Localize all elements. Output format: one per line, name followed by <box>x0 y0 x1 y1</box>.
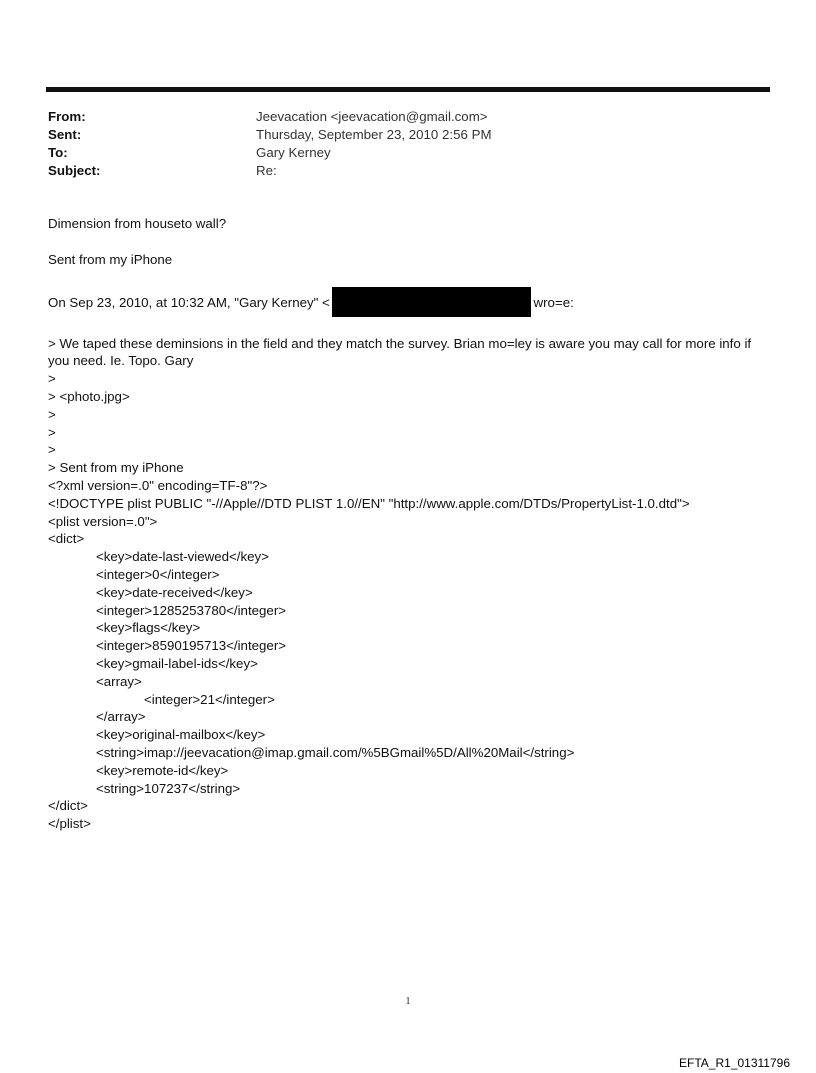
attribution-text: On Sep 23, 2010, at 10:32 AM, "Gary Kerney" < <box>48 294 330 310</box>
xml-line: <plist version=.0"> <box>48 513 158 529</box>
subject-label: Subject: <box>48 163 101 178</box>
xml-line: </plist> <box>48 816 91 832</box>
xml-line: <key>date-last-viewed</key> <box>96 549 269 565</box>
xml-line: <string>imap://jeevacation@imap.gmail.com/%5BGmail%5D/All%20Mail</string> <box>96 744 575 760</box>
xml-line: <key>remote-id</key> <box>96 762 229 778</box>
xml-line: <dict> <box>48 531 85 547</box>
xml-line: <key>flags</key> <box>96 620 201 636</box>
sent-row <box>48 126 492 144</box>
to-value: Gary Kerney <box>256 145 331 160</box>
document-id: EFTA_R1_01311796 <box>679 1056 790 1070</box>
from-row <box>48 108 492 126</box>
quoted-line: > <box>48 371 56 387</box>
quoted-line: > <box>48 406 56 422</box>
xml-line: <integer>8590195713</integer> <box>96 638 287 654</box>
header-rule <box>46 87 770 92</box>
to-row <box>48 144 492 162</box>
xml-line: <?xml version=.0" encoding=TF-8"?> <box>48 477 268 493</box>
attribution-suffix: wro=e: <box>533 294 574 310</box>
xml-line: </array> <box>96 709 146 725</box>
xml-line: <string>107237</string> <box>96 780 241 796</box>
from-label: From: <box>48 109 86 124</box>
xml-line: <key>gmail-label-ids</key> <box>96 655 258 671</box>
email-body <box>48 215 773 833</box>
sent-label: Sent: <box>48 127 82 142</box>
xml-line: <!DOCTYPE plist PUBLIC "-//Apple//DTD PLIST 1.0//EN" "http://www.apple.com/DTDs/PropertyList-1.0.dtd"> <box>48 495 690 511</box>
xml-line: <key>date-received</key> <box>96 584 253 600</box>
quoted-line: > Sent from my iPhone <box>48 460 184 476</box>
xml-line: </dict> <box>48 798 88 814</box>
quoted-line: > <box>48 442 56 458</box>
sent-value: Thursday, September 23, 2010 2:56 PM <box>256 127 492 142</box>
email-headers <box>48 108 492 180</box>
xml-line: <integer>0</integer> <box>96 566 220 582</box>
quoted-line: > <box>48 424 56 440</box>
subject-row <box>48 162 492 180</box>
quoted-line: > We taped these deminsions in the field and they match the survey. Brian mo=ley is aware you may call for more info if you need. Ie. Topo. Gary <box>48 335 752 369</box>
xml-line: <array> <box>96 673 142 689</box>
page-number: 1 <box>405 996 411 1007</box>
xml-line: <integer>21</integer> <box>144 691 275 707</box>
to-label: To: <box>48 145 68 160</box>
xml-line: <integer>1285253780</integer> <box>96 602 287 618</box>
subject-value: Re: <box>256 163 277 178</box>
attribution-line <box>48 287 773 317</box>
body-line: Sent from my iPhone <box>48 251 173 267</box>
redaction-box <box>332 287 531 317</box>
body-line: Dimension from houseto wall? <box>48 216 227 231</box>
xml-line: <key>original-mailbox</key> <box>96 727 266 743</box>
from-value: Jeevacation <jeevacation@gmail.com> <box>256 109 488 124</box>
quoted-line: > <photo.jpg> <box>48 388 130 404</box>
